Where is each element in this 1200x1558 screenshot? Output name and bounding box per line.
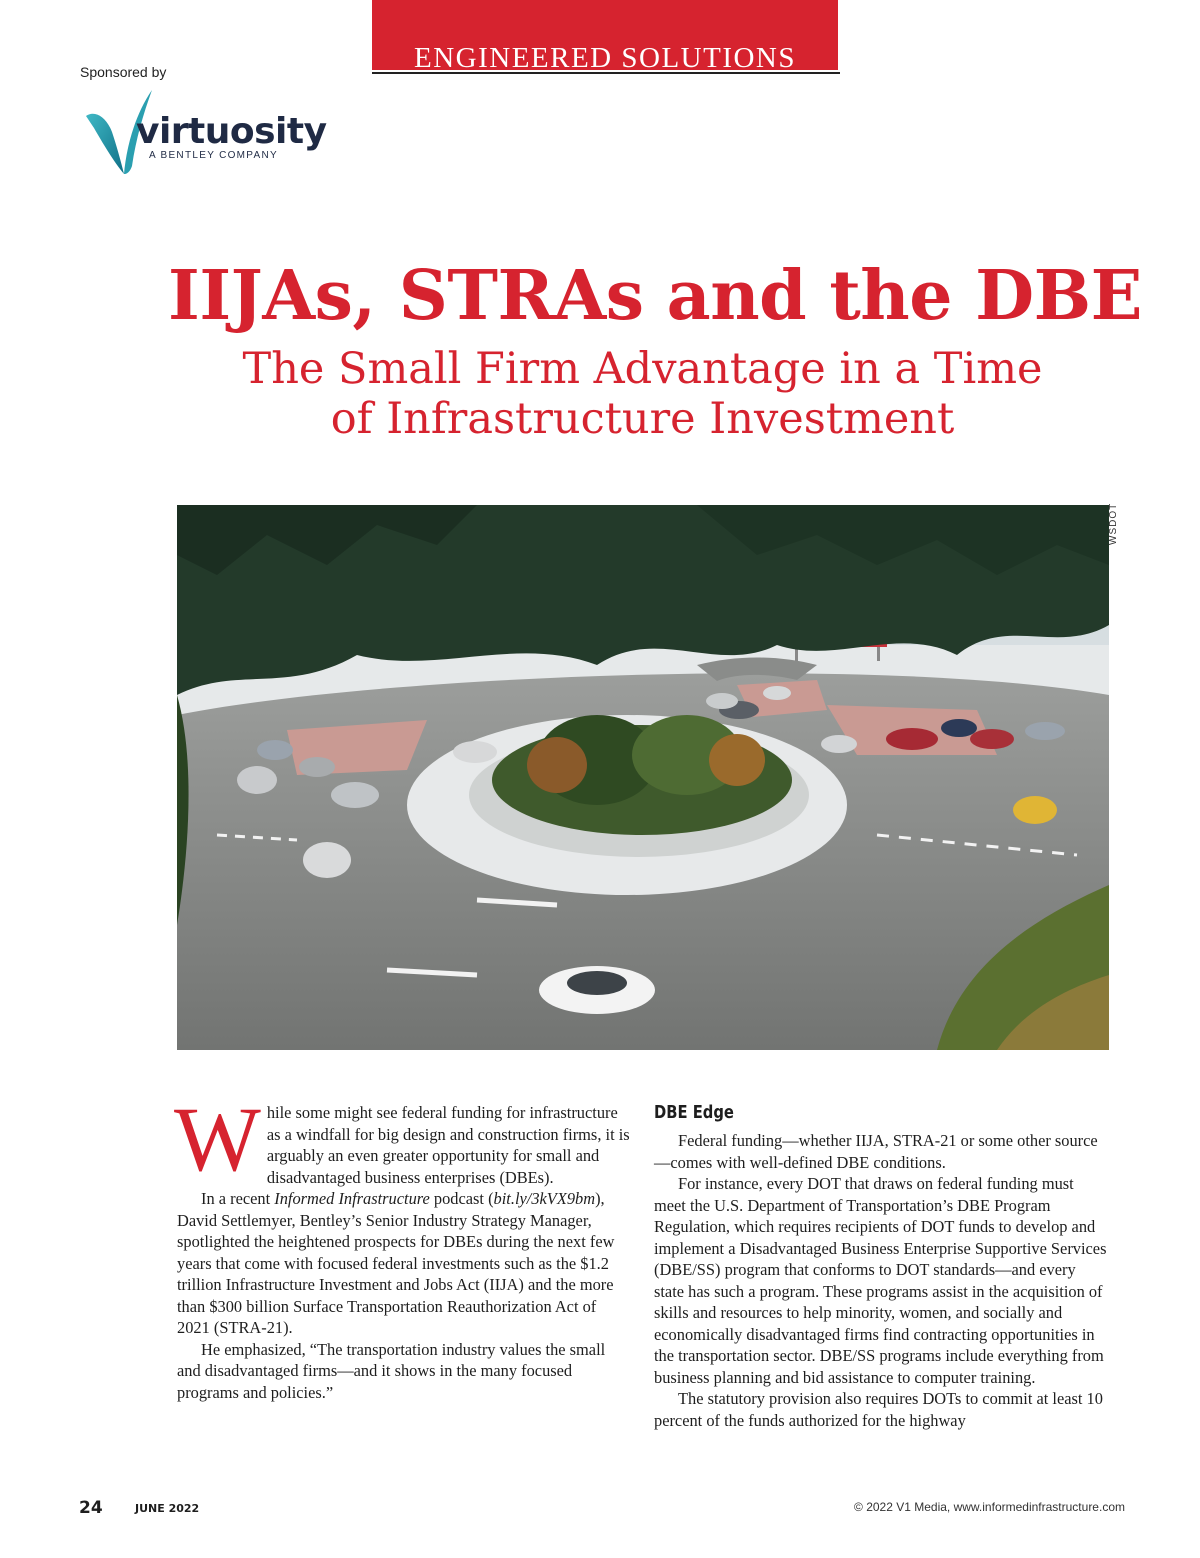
paragraph-4: Federal funding—whether IIJA, STRA-21 or some other source—comes with well-defined DBE conditions. xyxy=(654,1131,1098,1172)
publication-name: Informed Infrastructure xyxy=(274,1189,430,1208)
article-column-1 xyxy=(174,1088,631,1403)
roundabout-illustration xyxy=(177,505,1109,1050)
article-subtitle xyxy=(100,344,1185,444)
section-label: ENGINEERED SOLUTIONS xyxy=(414,42,796,72)
subtitle-line-1: The Small Firm Advantage in a Time xyxy=(242,344,1043,394)
page-number: 24 xyxy=(79,1498,103,1518)
sponsor-logo xyxy=(80,86,327,180)
paragraph-6: The statutory provision also requires DOTs to commit at least 10 percent of the funds authorized for the highway xyxy=(654,1389,1103,1430)
roundabout-photo xyxy=(177,505,1109,1050)
sponsor-tagline: A BENTLEY COMPANY xyxy=(149,150,278,161)
paragraph-5: For instance, every DOT that draws on federal funding must meet the U.S. Department of Transportation’s DBE Program Regulation, which requires recipients of DOT funds to develop and implement a Disadvantaged Business Enterprise Supportive Services (DBE/SS) program that conforms to DOT standards—and every state has such a program. These programs assist in the acquisition of skills and resources to help minority, women, and socially and economically disadvantaged firms find contracting opportunities in the transportation sector. DBE/SS programs include everything from business planning and bid assistance to computer training. xyxy=(654,1174,1107,1387)
drop-cap: W xyxy=(174,1088,261,1190)
section-subhead: DBE Edge xyxy=(654,1102,734,1123)
sponsored-by-label: Sponsored by xyxy=(80,64,167,80)
section-rule xyxy=(372,72,840,74)
photo-credit: WSDOT xyxy=(1108,502,1119,545)
copyright-notice: © 2022 V1 Media, www.informedinfrastructure.com xyxy=(854,1500,1125,1514)
paragraph-3: He emphasized, “The transportation industry values the small and disadvantaged firms—and it shows in the many focused programs and policies.” xyxy=(177,1339,606,1402)
paragraph-2: In a recent Informed Infrastructure podcast (bit.ly/3kVX9bm), David Settlemyer, Bentley’s Senior Industry Strategy Manager, spotlighted the heightened prospects for DBEs during the next few years that come with focused federal investments such as the $1.2 trillion Infrastructure Investment and Jobs Act (IIJA) and the more than $300 billion Surface Transportation Reauthorization Act of 2021 (STRA-21). xyxy=(177,1189,615,1337)
article-title: IIJAs, STRAs and the DBE xyxy=(168,256,1142,336)
article-column-2 xyxy=(654,1101,1109,1431)
paragraph-1: While some might see federal funding for infrastructure as a windfall for big design and construction firms, it is arguably an even greater opportunity for small and disadvantaged business enterprises (DBEs). xyxy=(174,1088,630,1190)
subtitle-line-2: of Infrastructure Investment xyxy=(330,394,955,444)
issue-date: JUNE 2022 xyxy=(135,1502,200,1515)
sponsor-name: virtuosity xyxy=(136,111,327,152)
podcast-link[interactable]: bit.ly/3kVX9bm xyxy=(493,1189,596,1208)
